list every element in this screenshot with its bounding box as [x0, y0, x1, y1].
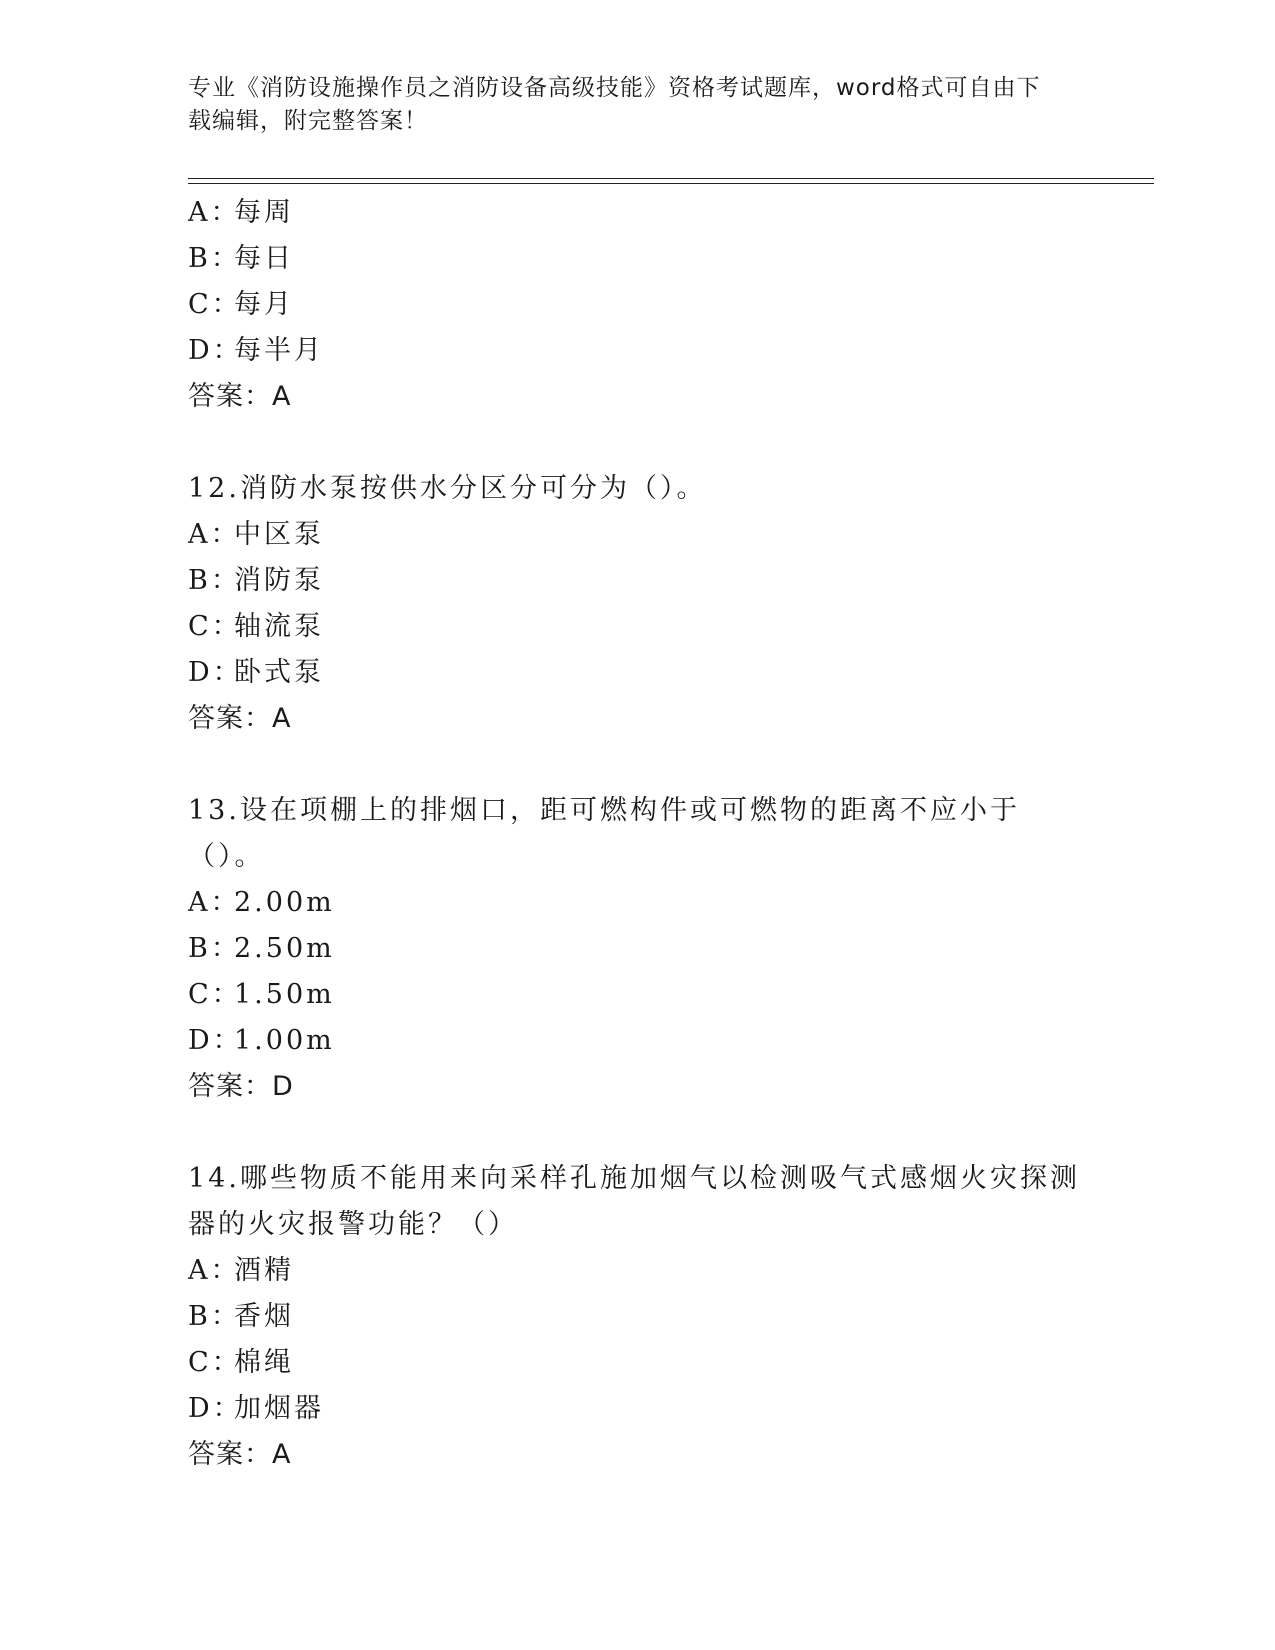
option-c: C：轴流泵 — [188, 611, 324, 642]
answer: 答案：D — [188, 1071, 294, 1102]
question-14 — [188, 1156, 1128, 1478]
option-a: A：酒精 — [188, 1255, 294, 1286]
question-11 — [188, 190, 1128, 420]
answer: 答案：A — [188, 381, 292, 412]
answer: 答案：A — [188, 1439, 292, 1470]
header-line-2: 载编辑，附完整答案！ — [188, 108, 428, 134]
question-text: 13.设在项棚上的排烟口，距可燃构件或可燃物的距离不应小于（）。 — [188, 795, 1020, 872]
question-13 — [188, 788, 1128, 1110]
option-a: A：2.00m — [188, 887, 335, 918]
option-d: D：卧式泵 — [188, 657, 324, 688]
option-b: B：消防泵 — [188, 565, 324, 596]
question-text: 14.哪些物质不能用来向采样孔施加烟气以检测吸气式感烟火灾探测器的火灾报警功能？（） — [188, 1163, 1080, 1240]
option-d: D：1.00m — [188, 1025, 335, 1056]
option-a: A：中区泵 — [188, 519, 324, 550]
answer: 答案：A — [188, 703, 292, 734]
question-text: 12.消防水泵按供水分区分可分为（）。 — [188, 473, 707, 504]
option-b: B：每日 — [188, 243, 294, 274]
option-b: B：2.50m — [188, 933, 335, 964]
option-b: B：香烟 — [188, 1301, 294, 1332]
option-c: C：每月 — [188, 289, 294, 320]
option-c: C：棉绳 — [188, 1347, 294, 1378]
option-d: D：加烟器 — [188, 1393, 324, 1424]
header-line-1: 专业《消防设施操作员之消防设备高级技能》资格考试题库，word格式可自由下 — [188, 75, 1041, 101]
question-12 — [188, 466, 1128, 742]
header-divider-bottom — [188, 183, 1154, 184]
document-header — [188, 72, 1068, 138]
question-list — [188, 190, 1128, 1478]
option-a: A：每周 — [188, 197, 294, 228]
header-divider-top — [188, 178, 1154, 179]
option-d: D：每半月 — [188, 335, 324, 366]
option-c: C：1.50m — [188, 979, 335, 1010]
